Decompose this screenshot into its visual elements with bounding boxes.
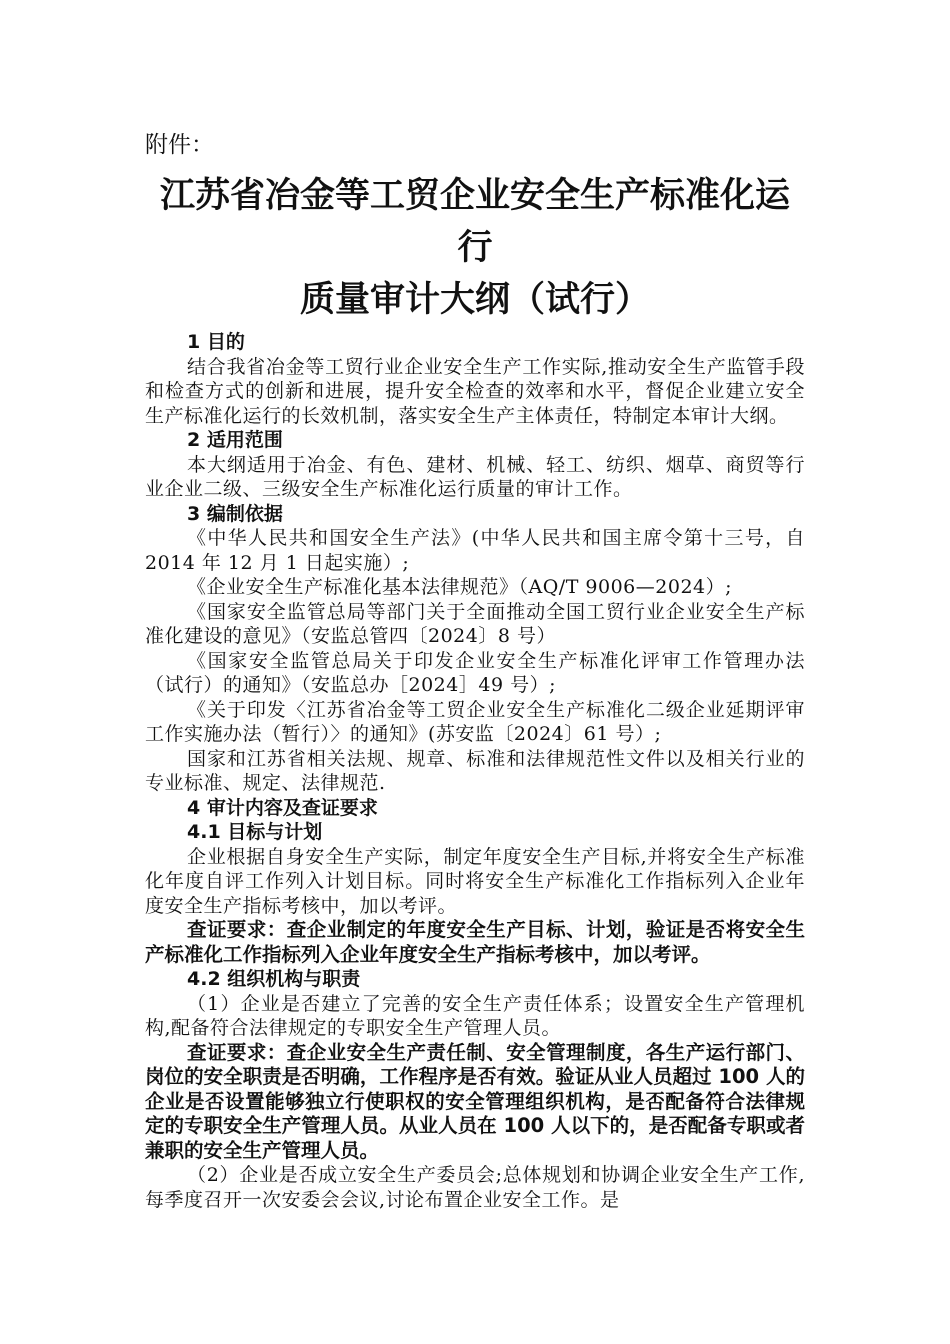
section-3-heading: 3 编制依据 — [187, 502, 283, 525]
section-2-paragraph: 本大纲适用于冶金、有色、建材、机械、轻工、纺织、烟草、商贸等行业企业二级、三级安全生产标准化运行质量的审计工作。 — [145, 453, 805, 500]
section-2-heading: 2 适用范围 — [187, 429, 283, 451]
section-1-paragraph: 结合我省冶金等工贸行业企业安全生产工作实际,推动安全生产监管手段和检查方式的创新和进展，提升安全检查的效率和水平，督促企业建立安全生产标准化运行的长效机制，落实安全生产主体责任，特制定本审计大纲。 — [145, 355, 805, 427]
section-1-heading: 1 目的 — [187, 331, 245, 353]
attachment-label: 附件： — [145, 132, 214, 158]
section-3-basis-5: 《关于印发〈江苏省冶金等工贸企业安全生产标准化二级企业延期评审工作实施办法（暂行）〉的通知》(苏安监〔2024〕61 号）; — [145, 698, 805, 745]
section-3-basis-1: 《中华人民共和国安全生产法》(中华人民共和国主席令第十三号，自 2014 年 12 月 1 日起实施）; — [145, 527, 805, 574]
section-4-2-item-1: （1）企业是否建立了完善的安全生产责任体系；设置安全生产管理机构,配备符合法律规定的专职安全生产管理人员。 — [145, 992, 805, 1039]
document-title-line1: 江苏省冶金等工贸企业安全生产标准化运行 — [159, 176, 790, 268]
section-3-basis-2: 《企业安全生产标准化基本法律规范》（AQ/T 9006—2024）; — [187, 576, 733, 598]
section-4-heading: 4 审计内容及查证要求 — [187, 796, 378, 819]
section-3-basis-6: 国家和江苏省相关法规、规章、标准和法律规范性文件以及相关行业的专业标准、规定、法律规范. — [145, 747, 805, 794]
section-4-2-item-2: （2）企业是否成立安全生产委员会;总体规划和协调企业安全生产工作,每季度召开一次安委会会议,讨论布置企业安全工作。是 — [145, 1164, 805, 1211]
section-3-basis-4: 《国家安全监管总局关于印发企业安全生产标准化评审工作管理办法（试行）的通知》（安监总办［2024］49 号）; — [145, 649, 805, 696]
section-4-1-paragraph: 企业根据自身安全生产实际，制定年度安全生产目标,并将安全生产标准化年度自评工作列入计划目标。同时将安全生产标准化工作指标列入企业年度安全生产指标考核中，加以考评。 — [145, 845, 805, 917]
section-4-2-heading: 4.2 组织机构与职责 — [187, 968, 361, 990]
section-4-1-heading: 4.1 目标与计划 — [187, 821, 323, 843]
section-4-2-requirement: 查证要求：查企业安全生产责任制、安全管理制度，各生产运行部门、岗位的安全职责是否明确，工作程序是否有效。验证从业人员超过 100 人的企业是否设置能够独立行使职权的安全管理组织机构，是否配备符合法律规定的专职安全生产管理人员。从业人员在 100 人以下的，是否配备专职或者兼职的安全生产管理人员。 — [145, 1040, 805, 1162]
document-title-line2: 质量审计大纲（试行） — [299, 280, 650, 320]
section-3-basis-3: 《国家安全监管总局等部门关于全面推动全国工贸行业企业安全生产标准化建设的意见》（安监总管四〔2024〕8 号） — [145, 600, 805, 647]
document-page — [145, 128, 805, 1212]
section-4-1-requirement: 查证要求：查企业制定的年度安全生产目标、计划，验证是否将安全生产标准化工作指标列入企业年度安全生产指标考核中，加以考评。 — [145, 918, 805, 966]
